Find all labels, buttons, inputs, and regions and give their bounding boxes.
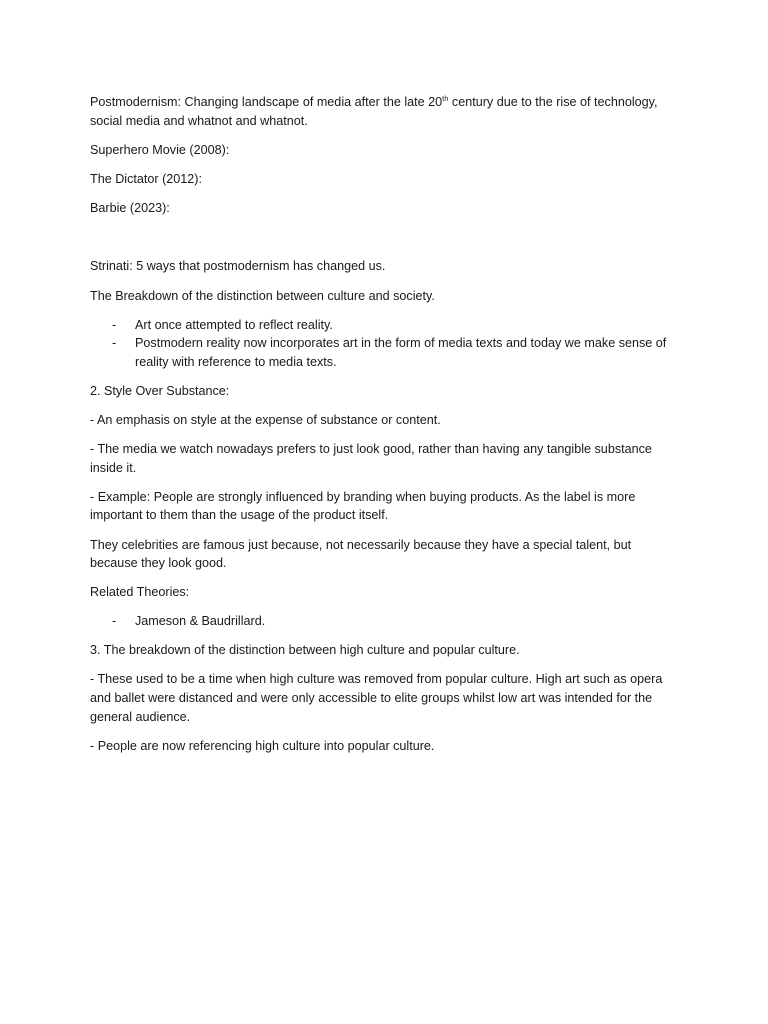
list-item: [90, 334, 682, 371]
film-entry: Superhero Movie (2008):: [90, 142, 230, 157]
film-entry: Barbie (2023):: [90, 200, 170, 215]
paragraph: - The media we watch nowadays prefers to just look good, rather than having any tangible substance inside it.: [90, 442, 652, 475]
related-theories-list: [90, 612, 682, 631]
paragraph: - Example: People are strongly influenced by branding when buying products. As the label is more important to them than the usage of the product itself.: [90, 489, 636, 523]
list-item: [90, 612, 682, 631]
section2-heading: 2. Style Over Substance:: [90, 383, 230, 398]
film-entry: The Dictator (2012):: [90, 171, 202, 186]
intro-text: Postmodernism: Changing landscape of media after the late 20: [90, 95, 443, 109]
list-item-text: Art once attempted to reflect reality.: [135, 317, 333, 332]
strinati-heading: Strinati: 5 ways that postmodernism has changed us.: [90, 259, 386, 274]
ordinal-superscript: th: [442, 93, 449, 103]
intro-text-continued: century due to the rise of technology, social media and whatnot and whatnot.: [90, 95, 658, 128]
dash-bullet: -: [112, 317, 117, 332]
paragraph: - An emphasis on style at the expense of substance or content.: [90, 413, 441, 428]
list-item: [90, 316, 682, 335]
related-theories-heading: Related Theories:: [90, 585, 190, 600]
paragraph: They celebrities are famous just because, not necessarily because they have a special talent, but because they look good.: [90, 537, 632, 571]
section1-bullet-list: [90, 316, 682, 372]
document-body: [90, 93, 682, 766]
intro-paragraph: [90, 93, 682, 130]
paragraph: - People are now referencing high culture into popular culture.: [90, 738, 435, 753]
section1-heading: The Breakdown of the distinction between culture and society.: [90, 288, 435, 303]
paragraph: - These used to be a time when high culture was removed from popular culture. High art such as opera and ballet were distanced and were only accessible to elite groups whilst low art was intended for the general audience.: [90, 672, 663, 724]
section3-heading: 3. The breakdown of the distinction between high culture and popular culture.: [90, 643, 520, 658]
dash-bullet: -: [112, 614, 117, 629]
list-item-text: Jameson & Baudrillard.: [135, 614, 266, 629]
dash-bullet: -: [112, 336, 117, 351]
list-item-text: Postmodern reality now incorporates art in the form of media texts and today we make sense of reality with reference to media texts.: [135, 336, 667, 369]
